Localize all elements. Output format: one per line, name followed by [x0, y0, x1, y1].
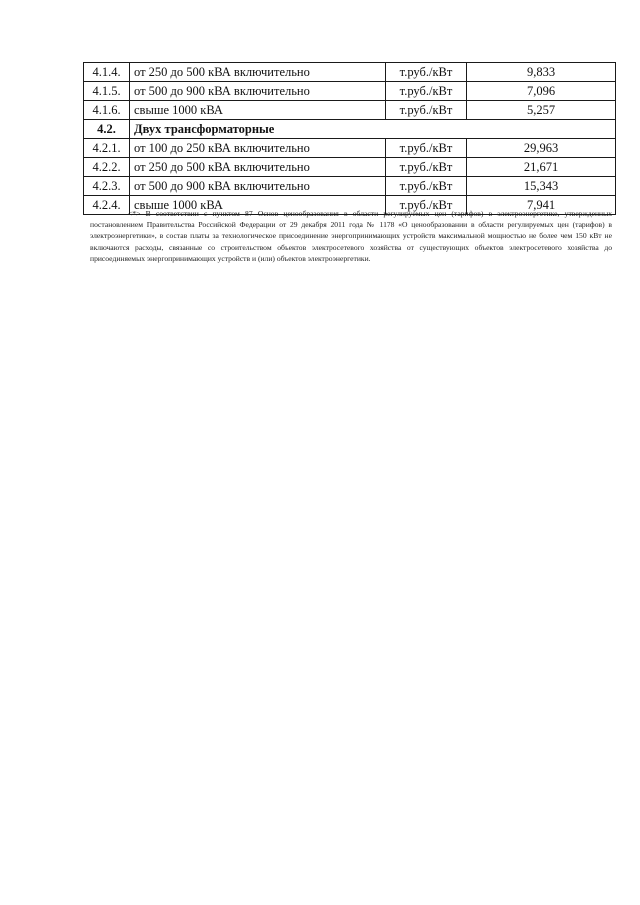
row-number: 4.1.6. [84, 101, 130, 120]
row-number: 4.1.4. [84, 63, 130, 82]
table-row [84, 139, 616, 158]
row-value: 9,833 [467, 63, 616, 82]
row-description: от 250 до 500 кВА включительно [130, 158, 386, 177]
row-description: свыше 1000 кВА [130, 101, 386, 120]
row-unit: т.руб./кВт [386, 101, 467, 120]
row-description: свыше 1000 кВА [130, 196, 386, 215]
row-value: 7,096 [467, 82, 616, 101]
table-row [84, 177, 616, 196]
row-description: от 500 до 900 кВА включительно [130, 82, 386, 101]
table-row [84, 158, 616, 177]
row-value: 7,941 [467, 196, 616, 215]
footnote [90, 208, 612, 264]
footnote-text: <*> В соответствии с пунктом 87 Основ ценообразования в области регулируемых цен (тарифов) в электроэнергетике, утвержденных постановлением Правительства Российской Федерации от 29 декабря 2011 года № 1178 «О ценообразовании в области регулируемых цен (тарифов) в электроэнергетики», в состав платы за технологическое присоединение энергопринимающих устройств максимальной мощностью не более чем 150 кВт не включаются расходы, связанные со строительством объектов электросетевого хозяйства от существующих объектов электросетевого хозяйства до присоединяемых энергопринимающих устройств и (или) объектов электроэнергетики. [90, 209, 612, 263]
row-unit: т.руб./кВт [386, 158, 467, 177]
row-number: 4.2.3. [84, 177, 130, 196]
row-description: от 250 до 500 кВА включительно [130, 63, 386, 82]
row-description: от 100 до 250 кВА включительно [130, 139, 386, 158]
table-row [84, 101, 616, 120]
section-title: Двух трансформаторные [130, 120, 616, 139]
row-unit: т.руб./кВт [386, 177, 467, 196]
row-value: 21,671 [467, 158, 616, 177]
row-number: 4.1.5. [84, 82, 130, 101]
section-number: 4.2. [84, 120, 130, 139]
row-number: 4.2.4. [84, 196, 130, 215]
row-value: 5,257 [467, 101, 616, 120]
table-row [84, 63, 616, 82]
row-value: 15,343 [467, 177, 616, 196]
row-number: 4.2.2. [84, 158, 130, 177]
row-unit: т.руб./кВт [386, 196, 467, 215]
tariff-table [83, 62, 616, 215]
table-row [84, 82, 616, 101]
section-row [84, 120, 616, 139]
row-number: 4.2.1. [84, 139, 130, 158]
row-unit: т.руб./кВт [386, 139, 467, 158]
row-description: от 500 до 900 кВА включительно [130, 177, 386, 196]
row-unit: т.руб./кВт [386, 63, 467, 82]
row-value: 29,963 [467, 139, 616, 158]
row-unit: т.руб./кВт [386, 82, 467, 101]
